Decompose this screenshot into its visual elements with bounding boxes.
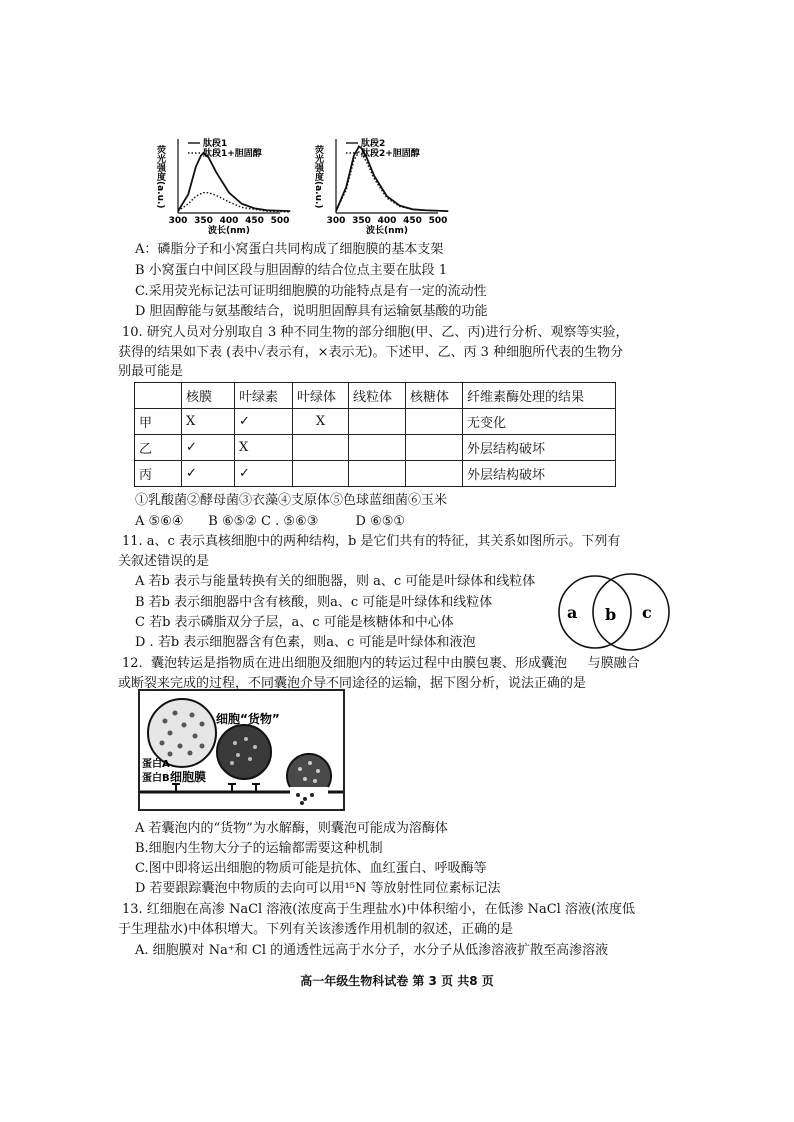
table-cell: 丙 (135, 461, 182, 487)
q11-option-c: C 若b 表示磷脂双分子层，a、c 可能是核糖体和中心体 (135, 615, 454, 630)
q13-stem-line1: 13. 红细胞在高渗 NaCl 溶液(浓度高于生理盐水)中体积缩小，在低渗 NaCl 溶液(浓度低 (122, 902, 636, 917)
table-cell (349, 435, 406, 461)
table-cell (293, 435, 349, 461)
table-header-cell: 叶绿体 (293, 383, 349, 409)
x-tick-label: 350 (352, 216, 371, 226)
table-header-cell (135, 383, 182, 409)
q12-option-d: D 若要跟踪囊泡中物质的去向可以用¹⁵N 等放射性同位素标记法 (135, 881, 501, 896)
x-axis-label: 波长(nm) (365, 226, 409, 236)
vesicle-middle (217, 725, 271, 779)
x-tick-label: 300 (326, 216, 346, 226)
q10-stem-line2: 获得的结果如下表 (表中✓表示有，×表示无)。下述甲、乙、丙 3 种细胞所代表的生物分 (118, 345, 624, 360)
x-axis-label: 波长(nm) (207, 226, 251, 236)
y-axis-label: 荧光强度(a.u.) (155, 145, 165, 209)
protein-b-label: 蛋白B (142, 773, 170, 784)
q10-options: A ⑤⑥④ B ⑥⑤② C . ⑤⑥③ D ⑥⑤① (135, 514, 406, 529)
table-cell: 外层结构破坏 (463, 461, 616, 487)
fluorescence-charts (140, 133, 448, 236)
legend-label: 肽段2 (361, 139, 386, 149)
table-header-cell: 核糖体 (406, 383, 463, 409)
table-header-cell: 纤维素酶处理的结果 (463, 383, 616, 409)
q11-stem-line2: 关叙述错误的是 (118, 554, 210, 569)
venn-diagram (553, 571, 673, 653)
x-tick-label: 500 (270, 216, 290, 226)
table-cell: 外层结构破坏 (463, 435, 616, 461)
venn-label-c: c (642, 603, 652, 622)
table-header-row (135, 383, 616, 409)
chart-peptide-2 (298, 133, 448, 236)
table-cell: ✓ (182, 435, 235, 461)
vesicle-fusing (287, 754, 331, 787)
y-axis-label: 荧光强度(a.u.) (313, 145, 323, 209)
table-cell: ✓ (235, 409, 293, 435)
q10-stem-line3: 别最可能是 (118, 364, 184, 379)
table-cell (406, 461, 463, 487)
q11-option-b: B 若b 表示细胞器中含有核酸，则a、c 可能是叶绿体和线粒体 (135, 595, 493, 610)
legend-label: 肽段1 (203, 139, 228, 149)
table-cell: ✓ (182, 461, 235, 487)
q12-stem-line1: 12. 囊泡转运是指物质在进出细胞及细胞内的转运过程中由膜包裹、形成囊泡 与膜融合 (122, 656, 640, 671)
table-row (135, 461, 616, 487)
q9-option-a: A：磷脂分子和小窝蛋白共同构成了细胞膜的基本支架 (135, 242, 444, 257)
q12-option-a: A 若囊泡内的“货物”为水解酶，则囊泡可能成为溶酶体 (135, 821, 448, 836)
table-header-cell: 核膜 (182, 383, 235, 409)
table-header-cell: 线粒体 (349, 383, 406, 409)
legend-label: 肽段2+胆固醇 (361, 149, 420, 159)
table-cell: ✓ (235, 461, 293, 487)
q9-option-d: D 胆固醇能与氨基酸结合，说明胆固醇具有运输氨基酸的功能 (135, 304, 488, 319)
q9-option-c: C.采用荧光标记法可证明细胞膜的功能特点是有一定的流动性 (135, 284, 487, 299)
table-cell: X (182, 409, 235, 435)
x-tick-label: 500 (428, 216, 448, 226)
table-cell (349, 461, 406, 487)
table-cell (293, 461, 349, 487)
q11-option-a: A 若b 表示与能量转换有关的细胞器，则 a、c 可能是叶绿体和线粒体 (135, 574, 536, 589)
x-tick-label: 300 (168, 216, 188, 226)
x-tick-label: 450 (245, 216, 264, 226)
table-cell (406, 435, 463, 461)
table-cell: 甲 (135, 409, 182, 435)
series-line-1 (178, 153, 290, 211)
q11-stem-line1: 11. a、c 表示真核细胞中的两种结构，b 是它们共有的特征，其关系如图所示。下列有 (122, 534, 621, 549)
q12-stem-line2: 或断裂来完成的过程，不同囊泡介导不同途径的运输，据下图分析，说法正确的是 (118, 676, 587, 691)
page-footer: 高一年级生物科试卷 第 3 页 共8 页 (300, 974, 494, 988)
vesicle-transport-figure (138, 689, 345, 811)
legend-label: 肽段1+胆固醇 (203, 149, 262, 159)
chart-peptide-1 (140, 133, 290, 236)
q10-organisms: ①乳酸菌②酵母菌③衣藻④支原体⑤色球蓝细菌⑥玉米 (135, 493, 448, 508)
table-cell (349, 409, 406, 435)
released-cargo (296, 793, 314, 805)
table-row (135, 435, 616, 461)
membrane-label: 细胞膜 (170, 770, 207, 784)
table-cell: X (235, 435, 293, 461)
table-cell: X (293, 409, 349, 435)
x-tick-label: 450 (403, 216, 422, 226)
q13-option-a: A. 细胞膜对 Na⁺和 Cl 的通透性远高于水分子，水分子从低渗溶液扩散至高渗溶液 (135, 943, 609, 958)
venn-label-b: b (605, 605, 617, 624)
x-tick-label: 400 (377, 216, 397, 226)
q11-option-d: D . 若b 表示细胞器含有色素，则a、c 可能是叶绿体和液泡 (135, 635, 476, 650)
q10-stem-line1: 10. 研究人员对分别取自 3 种不同生物的部分细胞(甲、乙、丙)进行分析、观察等实验， (122, 325, 629, 340)
series-line-2 (178, 193, 290, 212)
table-header-cell: 叶绿素 (235, 383, 293, 409)
table-cell: 无变化 (463, 409, 616, 435)
table-cell: 乙 (135, 435, 182, 461)
venn-label-a: a (567, 603, 578, 622)
x-tick-label: 400 (219, 216, 239, 226)
vesicle-large (148, 699, 216, 767)
q10-table (134, 382, 616, 487)
q9-option-b: B 小窝蛋白中间区段与胆固醇的结合位点主要在肽段 1 (135, 263, 448, 278)
cargo-label: 细胞“货物” (216, 712, 280, 726)
table-row (135, 409, 616, 435)
vesicle-illustration (140, 691, 343, 809)
q13-stem-line2: 于生理盐水)中体积增大。下列有关该渗透作用机制的叙述，正确的是 (118, 922, 514, 937)
q12-option-c: C.图中即将运出细胞的物质可能是抗体、血红蛋白、呼吸酶等 (135, 861, 487, 876)
x-tick-label: 350 (194, 216, 213, 226)
table-cell (406, 409, 463, 435)
protein-a-label: 蛋白A (142, 759, 170, 770)
q12-option-b: B.细胞内生物大分子的运输都需要这种机制 (135, 841, 383, 856)
